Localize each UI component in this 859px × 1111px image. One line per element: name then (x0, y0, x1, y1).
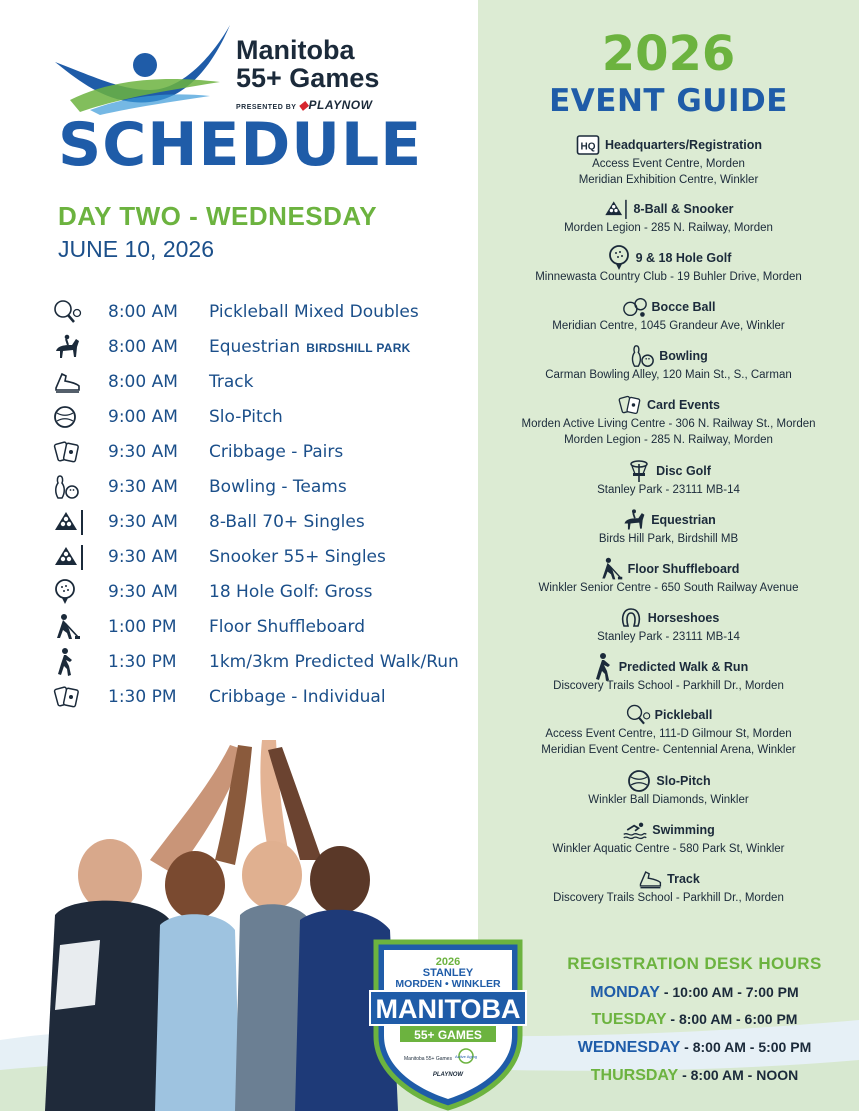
event-name (209, 302, 419, 322)
cards-icon (617, 394, 643, 416)
softball-icon (626, 770, 652, 792)
event-name-text: Bowling - Teams (209, 476, 347, 497)
event-row (52, 294, 482, 329)
bocce-icon (622, 296, 648, 318)
venue-sport-name: 8-Ball & Snooker (633, 202, 734, 216)
venue-address: Winkler Ball Diamonds, Winkler (588, 794, 749, 806)
event-name (209, 617, 365, 637)
venue-sport-name: Equestrian (651, 513, 716, 527)
day-title: DAY TWO - WEDNESDAY (58, 201, 378, 231)
venue-sport-name: Horseshoes (647, 611, 720, 625)
event-name-text: Floor Shuffleboard (209, 616, 366, 637)
swimming-icon (622, 819, 648, 841)
venue-entry (478, 868, 859, 906)
venue-address: Winkler Aquatic Centre - 580 Park St, Winkler (552, 843, 785, 855)
event-name (209, 407, 283, 427)
venue-address: Winkler Senior Centre - 650 South Railway Avenue (538, 582, 799, 594)
event-time: 9:30 AM (108, 476, 178, 497)
venue-address: Access Event Centre, 111-D Gilmour St, Morden (545, 728, 792, 740)
cards-icon (52, 682, 92, 712)
pickleball-icon (52, 297, 92, 327)
event-row (52, 609, 482, 644)
event-name-text: 1km/3km Predicted Walk/Run (209, 651, 459, 672)
equestrian-icon (52, 332, 92, 362)
venue-heading (478, 198, 859, 220)
venue-heading (478, 558, 859, 580)
event-name (209, 442, 343, 462)
venue-address: Carman Bowling Alley, 120 Main St., S., Carman (545, 369, 792, 381)
event-name (209, 512, 365, 532)
event-venue: BIRDSHILL PARK (306, 340, 411, 355)
horseshoe-icon (618, 607, 644, 629)
event-name-text: Cribbage - Pairs (209, 441, 344, 462)
event-row (52, 469, 482, 504)
walker-icon (589, 656, 615, 678)
event-row (52, 329, 482, 364)
venue-sport-name: Track (667, 872, 700, 886)
event-name-text: Track (209, 371, 254, 392)
playnow-text: PLAYNOW (308, 98, 373, 112)
registration-hours-title: REGISTRATION DESK HOURS (567, 954, 822, 973)
shuffleboard-icon (598, 558, 624, 580)
walker-icon (52, 647, 92, 677)
venue-address: Stanley Park - 23111 MB-14 (597, 631, 740, 643)
golf-ball-icon (606, 247, 632, 269)
venue-heading (478, 296, 859, 318)
event-name-text: Snooker 55+ Singles (209, 546, 386, 567)
bowling-icon (629, 345, 655, 367)
venue-address: Meridian Exhibition Centre, Winkler (578, 174, 759, 186)
event-time: 9:30 AM (108, 546, 178, 567)
swoosh-figure-icon (50, 20, 235, 115)
event-name (209, 337, 411, 357)
venue-entry (478, 134, 859, 188)
equestrian-icon (621, 509, 647, 531)
logo-name-line1: Manitoba (236, 35, 355, 65)
venue-heading (478, 345, 859, 367)
venue-heading (478, 868, 859, 890)
event-name-text: Slo-Pitch (209, 406, 283, 427)
venue-heading (478, 134, 859, 156)
event-time: 8:00 AM (108, 371, 178, 392)
registration-hours: - 8:00 AM - 5:00 PM (680, 1039, 812, 1055)
venue-heading (478, 656, 859, 678)
venue-heading (478, 770, 859, 792)
venue-address: Meridian Event Centre- Centennial Arena, Winkler (541, 744, 796, 756)
venue-heading (478, 460, 859, 482)
disc-golf-icon (626, 460, 652, 482)
logo-wordmark (236, 36, 379, 92)
venue-sport-name: Disc Golf (656, 464, 711, 478)
venue-heading (478, 704, 859, 726)
registration-day: MONDAY (590, 984, 660, 1001)
venue-address: Morden Legion - 285 N. Railway, Morden (564, 434, 773, 446)
venue-sport-name: Predicted Walk & Run (618, 660, 749, 674)
registration-hours: - 8:00 AM - 6:00 PM (666, 1011, 798, 1027)
event-name-text: 18 Hole Golf: Gross (209, 581, 373, 602)
venue-entry (478, 558, 859, 596)
venue-sport-name: Card Events (647, 398, 720, 412)
playnow-mark-icon: ◆ (298, 98, 309, 112)
svg-text:HQ: HQ (580, 141, 596, 153)
event-name-text: Equestrian (209, 336, 301, 357)
event-row (52, 504, 482, 539)
venue-sport-name: Bowling (659, 349, 708, 363)
badge-sponsor: PLAYNOW (432, 1072, 464, 1078)
event-row (52, 434, 482, 469)
event-time: 9:30 AM (108, 511, 178, 532)
venue-address: Morden Active Living Centre - 306 N. Railway St., Morden (521, 418, 816, 430)
venue-address: Discovery Trails School - Parkhill Dr., Morden (553, 892, 784, 904)
venue-address: Meridian Centre, 1045 Grandeur Ave, Winkler (552, 320, 785, 332)
billiards-icon (603, 198, 629, 220)
venue-address: Stanley Park - 23111 MB-14 (597, 484, 740, 496)
registration-day: THURSDAY (590, 1067, 679, 1084)
shuffleboard-icon (52, 612, 92, 642)
event-name-text: Pickleball Mixed Doubles (209, 301, 419, 322)
softball-icon (52, 402, 92, 432)
venue-sport-name: Floor Shuffleboard (627, 562, 740, 576)
event-time: 8:00 AM (108, 336, 178, 357)
hq-icon (575, 134, 601, 156)
event-row (52, 539, 482, 574)
venue-address: Discovery Trails School - Parkhill Dr., Morden (553, 680, 784, 692)
event-time: 9:00 AM (108, 406, 178, 427)
venue-entry (478, 509, 859, 547)
venue-entry (478, 460, 859, 498)
registration-hours: - 10:00 AM - 7:00 PM (659, 984, 799, 1000)
event-name (209, 477, 347, 497)
event-name (209, 582, 373, 602)
venue-entry (478, 345, 859, 383)
registration-day: TUESDAY (591, 1011, 667, 1028)
badge-line2: MORDEN • WINKLER (395, 978, 501, 990)
venue-heading (478, 509, 859, 531)
event-time: 1:00 PM (108, 616, 177, 637)
schedule-title: SCHEDULE (58, 110, 423, 180)
venue-heading (478, 819, 859, 841)
event-name (209, 547, 386, 567)
venue-sport-name: Pickleball (654, 708, 713, 722)
event-time: 9:30 AM (108, 441, 178, 462)
event-time: 9:30 AM (108, 581, 178, 602)
billiards-icon (52, 507, 92, 537)
venue-entry (478, 198, 859, 236)
event-time: 1:30 PM (108, 686, 177, 707)
event-row (52, 679, 482, 714)
registration-hours-row (530, 1067, 859, 1085)
venue-sport-name: Headquarters/Registration (605, 138, 762, 152)
event-name-text: 8-Ball 70+ Singles (209, 511, 365, 532)
badge-logo-left: Manitoba 55+ Games (404, 1056, 452, 1062)
cards-icon (52, 437, 92, 467)
venue-sport-name: Swimming (652, 823, 715, 837)
venue-entry (478, 770, 859, 808)
venue-entry (478, 704, 859, 758)
venue-heading (478, 247, 859, 269)
day-date: JUNE 10, 2026 (58, 236, 214, 262)
event-row (52, 364, 482, 399)
presented-by-text: PRESENTED BY (236, 104, 297, 111)
badge-main: MANITOBA (375, 994, 521, 1024)
event-name (209, 687, 386, 707)
badge-year: 2026 (435, 956, 461, 968)
registration-hours-row (530, 984, 859, 1002)
track-shoe-icon (637, 868, 663, 890)
event-time: 8:00 AM (108, 301, 178, 322)
guide-title: EVENT GUIDE (549, 83, 788, 119)
guide-year: 2026 (601, 26, 736, 82)
event-name-text: Cribbage - Individual (209, 686, 386, 707)
event-name (209, 372, 253, 392)
golf-ball-icon (52, 577, 92, 607)
event-time: 1:30 PM (108, 651, 177, 672)
manitoba-55-games-badge (366, 936, 530, 1111)
venue-entry (478, 607, 859, 645)
badge-line1: STANLEY (422, 967, 474, 979)
registration-day: WEDNESDAY (577, 1039, 681, 1056)
registration-hours-row (530, 1011, 859, 1029)
venue-sport-name: Bocce Ball (651, 300, 716, 314)
venue-sport-name: 9 & 18 Hole Golf (635, 251, 732, 265)
event-row (52, 644, 482, 679)
logo-name-line2: 55+ Games (236, 63, 380, 93)
venue-entry (478, 656, 859, 694)
event-schedule-list (52, 294, 482, 714)
venue-entry (478, 394, 859, 448)
pickleball-icon (625, 704, 651, 726)
venue-address: Minnewasta Country Club - 19 Buhler Drive, Morden (535, 271, 802, 283)
venue-entry (478, 296, 859, 334)
billiards-icon (52, 542, 92, 572)
venue-entry (478, 247, 859, 285)
bowling-icon (52, 472, 92, 502)
venue-address: Morden Legion - 285 N. Railway, Morden (564, 222, 773, 234)
venue-heading (478, 607, 859, 629)
badge-logo-right: Active Aging (454, 1054, 478, 1059)
registration-hours-row (530, 1039, 859, 1057)
event-row (52, 574, 482, 609)
event-row (52, 399, 482, 434)
venue-entry (478, 819, 859, 857)
registration-hours: - 8:00 AM - NOON (678, 1067, 799, 1083)
badge-sub: 55+ GAMES (414, 1028, 482, 1042)
venue-address: Birds Hill Park, Birdshill MB (598, 533, 739, 545)
manitoba-55-games-logo (50, 20, 390, 115)
venue-address: Access Event Centre, Morden (592, 158, 745, 170)
event-name (209, 652, 459, 672)
venue-sport-name: Slo-Pitch (656, 774, 711, 788)
track-shoe-icon (52, 367, 92, 397)
venue-heading (478, 394, 859, 416)
